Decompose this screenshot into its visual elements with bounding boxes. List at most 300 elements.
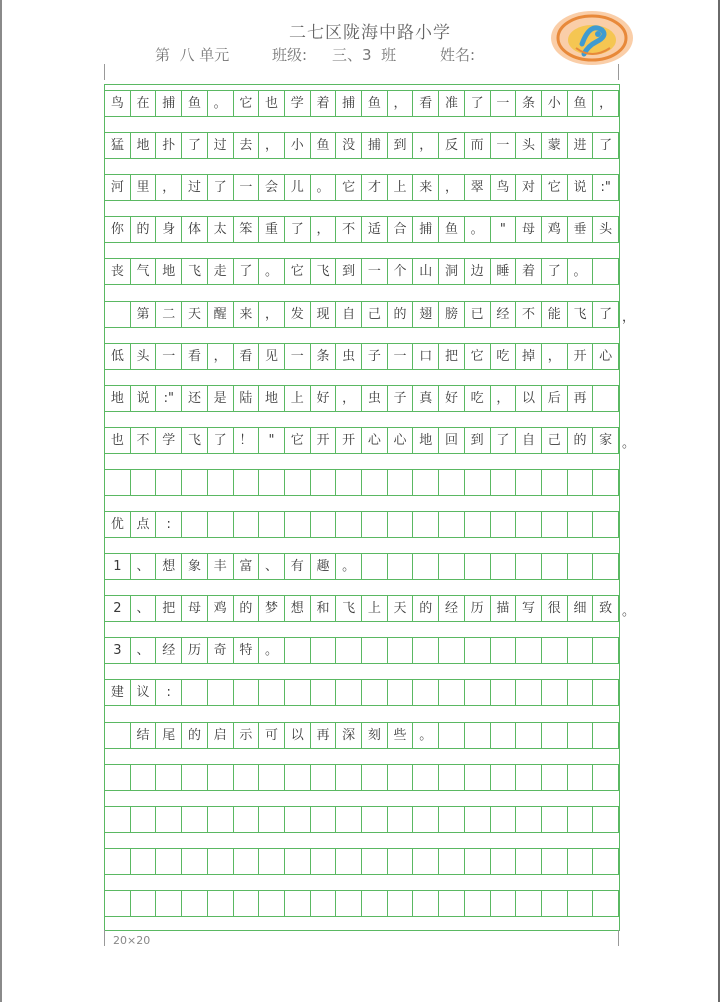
grid-row bbox=[105, 385, 619, 412]
grid-cell: 丰 bbox=[208, 554, 234, 579]
grid-cell bbox=[311, 470, 337, 495]
grid-cell bbox=[465, 554, 491, 579]
grid-cell bbox=[259, 512, 285, 537]
grid-cell: 深 bbox=[336, 723, 362, 748]
grid-row bbox=[105, 301, 635, 328]
grid-cell: 。 bbox=[413, 723, 439, 748]
grid-cell bbox=[311, 807, 337, 832]
grid-cell: 鱼 bbox=[311, 133, 337, 158]
grid-cell: 垂 bbox=[568, 217, 594, 242]
grid-cell: 地 bbox=[156, 259, 182, 284]
grid-cell: 太 bbox=[208, 217, 234, 242]
grid-cell: 飞 bbox=[182, 259, 208, 284]
grid-cell: 笨 bbox=[234, 217, 260, 242]
grid-cell: 尾 bbox=[156, 723, 182, 748]
grid-cell: 优 bbox=[105, 512, 131, 537]
grid-cell: 开 bbox=[311, 428, 337, 453]
grid-cell: 现 bbox=[311, 302, 337, 327]
grid-cell: 适 bbox=[362, 217, 388, 242]
grid-cell: 趣 bbox=[311, 554, 337, 579]
grid-cell: 了 bbox=[542, 259, 568, 284]
grid-cell bbox=[336, 512, 362, 537]
grid-cell: 地 bbox=[259, 386, 285, 411]
grid-cell: 回 bbox=[439, 428, 465, 453]
grid-cell bbox=[388, 554, 414, 579]
grid-cell: 了 bbox=[182, 133, 208, 158]
grid-cell: 鸟 bbox=[105, 91, 131, 116]
grid-cell: 它 bbox=[234, 91, 260, 116]
grid-cell: 进 bbox=[568, 133, 594, 158]
grid-cell bbox=[542, 680, 568, 705]
grid-cell: 示 bbox=[234, 723, 260, 748]
grid-cell: 一 bbox=[491, 133, 517, 158]
grid-cell bbox=[465, 891, 491, 916]
grid-cell bbox=[131, 765, 157, 790]
grid-cell bbox=[362, 765, 388, 790]
grid-cell: 口 bbox=[413, 344, 439, 369]
name-label: 姓名: bbox=[440, 46, 476, 64]
grid-cell: 。 bbox=[311, 175, 337, 200]
grid-cell: 再 bbox=[568, 386, 594, 411]
grid-cell bbox=[388, 765, 414, 790]
grid-row bbox=[105, 174, 619, 201]
grid-cell: ， bbox=[336, 386, 362, 411]
grid-cell bbox=[413, 849, 439, 874]
grid-cell: 河 bbox=[105, 175, 131, 200]
grid-cell bbox=[336, 638, 362, 663]
grid-cell: 1 bbox=[105, 554, 131, 579]
grid-cell bbox=[208, 849, 234, 874]
grid-cell: 它 bbox=[542, 175, 568, 200]
grid-cell: 不 bbox=[131, 428, 157, 453]
grid-cell bbox=[491, 470, 517, 495]
grid-cell: 、 bbox=[131, 638, 157, 663]
grid-cell bbox=[336, 470, 362, 495]
grid-cell bbox=[182, 680, 208, 705]
grid-cell bbox=[388, 849, 414, 874]
grid-cell: 。 bbox=[336, 554, 362, 579]
grid-cell: 没 bbox=[336, 133, 362, 158]
grid-row bbox=[105, 216, 619, 243]
grid-cell: 丧 bbox=[105, 259, 131, 284]
grid-row bbox=[105, 679, 619, 706]
grid-cell: 也 bbox=[105, 428, 131, 453]
grid-cell: 奇 bbox=[208, 638, 234, 663]
grid-cell: : bbox=[156, 512, 182, 537]
grid-cell bbox=[336, 680, 362, 705]
grid-cell bbox=[311, 765, 337, 790]
grid-cell bbox=[465, 807, 491, 832]
grid-cell bbox=[593, 765, 619, 790]
grid-cell: 一 bbox=[362, 259, 388, 284]
grid-cell bbox=[105, 723, 131, 748]
grid-row bbox=[105, 132, 619, 159]
grid-cell bbox=[105, 765, 131, 790]
grid-cell: 天 bbox=[388, 596, 414, 621]
grid-cell bbox=[388, 512, 414, 537]
grid-cell: ， bbox=[259, 133, 285, 158]
grid-cell: 体 bbox=[182, 217, 208, 242]
grid-cell: 特 bbox=[234, 638, 260, 663]
grid-row bbox=[105, 553, 619, 580]
grid-corner-mark bbox=[104, 64, 105, 80]
grid-cell: ！ bbox=[234, 428, 260, 453]
grid-cell bbox=[259, 470, 285, 495]
grid-cell: 去 bbox=[234, 133, 260, 158]
grid-cell: 看 bbox=[182, 344, 208, 369]
grid-cell bbox=[593, 680, 619, 705]
grid-cell bbox=[105, 891, 131, 916]
grid-cell bbox=[413, 891, 439, 916]
grid-cell bbox=[439, 512, 465, 537]
grid-cell bbox=[439, 765, 465, 790]
grid-cell bbox=[311, 638, 337, 663]
grid-cell: 说 bbox=[568, 175, 594, 200]
grid-row bbox=[105, 890, 619, 917]
grid-cell: 。 bbox=[568, 259, 594, 284]
grid-cell bbox=[285, 470, 311, 495]
grid-cell bbox=[336, 765, 362, 790]
grid-cell: 。 bbox=[259, 638, 285, 663]
grid-cell: 醒 bbox=[208, 302, 234, 327]
grid-cell: 学 bbox=[285, 91, 311, 116]
grid-cell bbox=[593, 512, 619, 537]
grid-cell: 条 bbox=[516, 91, 542, 116]
grid-cell bbox=[439, 554, 465, 579]
grid-cell bbox=[413, 554, 439, 579]
grid-cell: 子 bbox=[388, 386, 414, 411]
grid-cell: " bbox=[259, 428, 285, 453]
grid-cell: 能 bbox=[542, 302, 568, 327]
grid-row bbox=[105, 764, 619, 791]
grid-cell bbox=[568, 554, 594, 579]
grid-cell: 头 bbox=[131, 344, 157, 369]
grid-cell: 想 bbox=[285, 596, 311, 621]
grid-cell bbox=[413, 638, 439, 663]
grid-corner-mark bbox=[618, 64, 619, 80]
grid-cell: 细 bbox=[568, 596, 594, 621]
grid-cell: 后 bbox=[542, 386, 568, 411]
grid-cell: 母 bbox=[516, 217, 542, 242]
grid-cell bbox=[542, 765, 568, 790]
grid-cell bbox=[362, 554, 388, 579]
grid-cell: 开 bbox=[568, 344, 594, 369]
grid-cell bbox=[568, 723, 594, 748]
grid-cell bbox=[439, 638, 465, 663]
grid-cell bbox=[362, 849, 388, 874]
grid-cell: 心 bbox=[362, 428, 388, 453]
grid-cell: 了 bbox=[491, 428, 517, 453]
grid-row-overflow-punctuation: 。 bbox=[621, 435, 635, 451]
grid-cell: 的 bbox=[131, 217, 157, 242]
grid-row bbox=[105, 427, 635, 454]
grid-cell: 还 bbox=[182, 386, 208, 411]
grid-cell: 。 bbox=[259, 259, 285, 284]
grid-cell: 上 bbox=[285, 386, 311, 411]
grid-cell: 想 bbox=[156, 554, 182, 579]
grid-cell: 富 bbox=[234, 554, 260, 579]
grid-cell: :" bbox=[156, 386, 182, 411]
grid-cell bbox=[593, 807, 619, 832]
grid-cell: 鸡 bbox=[542, 217, 568, 242]
grid-cell: 发 bbox=[285, 302, 311, 327]
grid-cell bbox=[593, 554, 619, 579]
grid-cell bbox=[156, 765, 182, 790]
grid-cell bbox=[439, 723, 465, 748]
grid-cell: 一 bbox=[156, 344, 182, 369]
grid-cell: 虫 bbox=[336, 344, 362, 369]
grid-cell bbox=[516, 554, 542, 579]
grid-cell: 象 bbox=[182, 554, 208, 579]
grid-cell: 到 bbox=[336, 259, 362, 284]
grid-cell: ， bbox=[491, 386, 517, 411]
grid-cell bbox=[439, 891, 465, 916]
grid-row-overflow-punctuation: ， bbox=[621, 309, 635, 325]
grid-cell: 边 bbox=[465, 259, 491, 284]
grid-cell: 也 bbox=[259, 91, 285, 116]
grid-cell: ， bbox=[388, 91, 414, 116]
grid-cell bbox=[465, 849, 491, 874]
grid-row bbox=[105, 637, 619, 664]
grid-cell: 对 bbox=[516, 175, 542, 200]
grid-cell: 过 bbox=[182, 175, 208, 200]
grid-cell: 地 bbox=[131, 133, 157, 158]
grid-cell: 不 bbox=[336, 217, 362, 242]
grid-cell bbox=[208, 470, 234, 495]
grid-cell bbox=[413, 765, 439, 790]
grid-cell: 上 bbox=[388, 175, 414, 200]
grid-cell bbox=[439, 849, 465, 874]
grid-cell bbox=[439, 807, 465, 832]
grid-cell: ， bbox=[593, 91, 619, 116]
grid-cell bbox=[491, 849, 517, 874]
grid-cell bbox=[182, 470, 208, 495]
page-left-edge bbox=[0, 0, 2, 1002]
grid-cell: 会 bbox=[259, 175, 285, 200]
grid-cell bbox=[593, 259, 619, 284]
grid-corner-mark bbox=[104, 930, 105, 946]
grid-cell: 己 bbox=[542, 428, 568, 453]
grid-cell bbox=[439, 680, 465, 705]
grid-cell: 着 bbox=[311, 91, 337, 116]
grid-cell bbox=[516, 849, 542, 874]
grid-cell: 3 bbox=[105, 638, 131, 663]
grid-cell: 来 bbox=[413, 175, 439, 200]
grid-row bbox=[105, 90, 619, 117]
grid-cell bbox=[234, 807, 260, 832]
grid-cell bbox=[568, 470, 594, 495]
grid-cell: 在 bbox=[131, 91, 157, 116]
grid-cell: 飞 bbox=[568, 302, 594, 327]
grid-cell bbox=[234, 680, 260, 705]
grid-cell: 致 bbox=[593, 596, 619, 621]
grid-cell bbox=[465, 512, 491, 537]
grid-cell: 吃 bbox=[465, 386, 491, 411]
grid-cell: 自 bbox=[336, 302, 362, 327]
grid-cell bbox=[516, 891, 542, 916]
grid-cell: 已 bbox=[465, 302, 491, 327]
grid-cell bbox=[131, 891, 157, 916]
grid-cell bbox=[234, 765, 260, 790]
grid-cell: 了 bbox=[208, 175, 234, 200]
grid-cell: 捕 bbox=[156, 91, 182, 116]
grid-cell: 第 bbox=[131, 302, 157, 327]
grid-cell bbox=[491, 512, 517, 537]
grid-row bbox=[105, 343, 619, 370]
grid-cell bbox=[568, 765, 594, 790]
grid-cell bbox=[311, 849, 337, 874]
grid-cell: " bbox=[491, 217, 517, 242]
grid-cell: 扑 bbox=[156, 133, 182, 158]
grid-cell: 了 bbox=[285, 217, 311, 242]
grid-cell: 了 bbox=[208, 428, 234, 453]
grid-cell: 膀 bbox=[439, 302, 465, 327]
grid-cell: 结 bbox=[131, 723, 157, 748]
grid-cell: 翠 bbox=[465, 175, 491, 200]
grid-cell bbox=[568, 849, 594, 874]
grid-cell: 睡 bbox=[491, 259, 517, 284]
grid-cell: :" bbox=[593, 175, 619, 200]
grid-cell: 心 bbox=[388, 428, 414, 453]
grid-cell: 好 bbox=[311, 386, 337, 411]
grid-cell: 把 bbox=[439, 344, 465, 369]
grid-cell bbox=[208, 680, 234, 705]
grid-cell bbox=[491, 680, 517, 705]
grid-cell: 而 bbox=[465, 133, 491, 158]
grid-row bbox=[105, 469, 619, 496]
grid-cell bbox=[182, 807, 208, 832]
grid-cell: 一 bbox=[234, 175, 260, 200]
grid-cell bbox=[491, 554, 517, 579]
grid-cell: 、 bbox=[131, 554, 157, 579]
grid-cell: 二 bbox=[156, 302, 182, 327]
grid-cell: 心 bbox=[593, 344, 619, 369]
grid-cell: 地 bbox=[413, 428, 439, 453]
grid-cell: 反 bbox=[439, 133, 465, 158]
grid-cell: 吃 bbox=[491, 344, 517, 369]
grid-row bbox=[105, 511, 619, 538]
grid-cell: 来 bbox=[234, 302, 260, 327]
grid-cell: ， bbox=[311, 217, 337, 242]
grid-cell bbox=[568, 680, 594, 705]
grid-cell bbox=[311, 891, 337, 916]
grid-cell: 你 bbox=[105, 217, 131, 242]
grid-cell bbox=[182, 891, 208, 916]
grid-cell bbox=[182, 512, 208, 537]
grid-cell: 的 bbox=[413, 596, 439, 621]
grid-cell: 上 bbox=[362, 596, 388, 621]
grid-cell bbox=[516, 638, 542, 663]
grid-cell bbox=[491, 807, 517, 832]
grid-cell: 捕 bbox=[336, 91, 362, 116]
grid-cell bbox=[388, 638, 414, 663]
grid-cell bbox=[234, 891, 260, 916]
grid-cell: 小 bbox=[542, 91, 568, 116]
grid-cell: 见 bbox=[259, 344, 285, 369]
grid-cell: 2 bbox=[105, 596, 131, 621]
grid-cell: 鱼 bbox=[362, 91, 388, 116]
grid-cell bbox=[413, 807, 439, 832]
grid-cell: 合 bbox=[388, 217, 414, 242]
grid-cell: 小 bbox=[285, 133, 311, 158]
grid-cell: 。 bbox=[208, 91, 234, 116]
grid-row bbox=[105, 595, 635, 622]
grid-cell bbox=[362, 807, 388, 832]
grid-cell bbox=[465, 680, 491, 705]
grid-cell: : bbox=[156, 680, 182, 705]
grid-cell bbox=[285, 849, 311, 874]
grid-row bbox=[105, 806, 619, 833]
grid-cell: 鸟 bbox=[491, 175, 517, 200]
grid-cell bbox=[234, 512, 260, 537]
grid-cell: 走 bbox=[208, 259, 234, 284]
grid-cell: 写 bbox=[516, 596, 542, 621]
grid-cell bbox=[491, 765, 517, 790]
grid-cell: 重 bbox=[259, 217, 285, 242]
grid-cell: 鱼 bbox=[568, 91, 594, 116]
grid-cell: 身 bbox=[156, 217, 182, 242]
grid-cell: 经 bbox=[491, 302, 517, 327]
grid-cell: 学 bbox=[156, 428, 182, 453]
grid-cell: 山 bbox=[413, 259, 439, 284]
grid-cell: 有 bbox=[285, 554, 311, 579]
grid-cell bbox=[516, 680, 542, 705]
grid-cell: 虫 bbox=[362, 386, 388, 411]
grid-cell: 的 bbox=[388, 302, 414, 327]
grid-cell: 着 bbox=[516, 259, 542, 284]
grid-cell bbox=[413, 512, 439, 537]
grid-cell: 自 bbox=[516, 428, 542, 453]
grid-cell: 头 bbox=[516, 133, 542, 158]
grid-row bbox=[105, 848, 619, 875]
grid-cell: 些 bbox=[388, 723, 414, 748]
grid-cell: 猛 bbox=[105, 133, 131, 158]
grid-cell bbox=[413, 470, 439, 495]
grid-cell: 刻 bbox=[362, 723, 388, 748]
school-logo-icon bbox=[548, 8, 636, 68]
grid-cell: 启 bbox=[208, 723, 234, 748]
grid-cell: 了 bbox=[465, 91, 491, 116]
grid-cell: 很 bbox=[542, 596, 568, 621]
grid-row-overflow-punctuation: 。 bbox=[621, 604, 635, 620]
grid-cell: 看 bbox=[234, 344, 260, 369]
grid-cell bbox=[465, 470, 491, 495]
grid-cell: 把 bbox=[156, 596, 182, 621]
grid-cell bbox=[568, 512, 594, 537]
grid-cell: 地 bbox=[105, 386, 131, 411]
grid-cell bbox=[388, 891, 414, 916]
class-label: 班级: bbox=[272, 46, 308, 64]
grid-cell bbox=[208, 807, 234, 832]
grid-cell: 才 bbox=[362, 175, 388, 200]
grid-cell bbox=[542, 807, 568, 832]
grid-cell: 洞 bbox=[439, 259, 465, 284]
grid-cell bbox=[542, 470, 568, 495]
grid-cell: 天 bbox=[182, 302, 208, 327]
grid-cell: 了 bbox=[593, 302, 619, 327]
grid-cell: 看 bbox=[413, 91, 439, 116]
grid-cell bbox=[362, 680, 388, 705]
grid-cell bbox=[568, 807, 594, 832]
grid-cell: 它 bbox=[285, 259, 311, 284]
grid-cell: 蒙 bbox=[542, 133, 568, 158]
grid-cell bbox=[388, 470, 414, 495]
grid-cell: 陆 bbox=[234, 386, 260, 411]
grid-cell: 点 bbox=[131, 512, 157, 537]
grid-row bbox=[105, 258, 619, 285]
grid-cell bbox=[182, 849, 208, 874]
grid-cell: 掉 bbox=[516, 344, 542, 369]
